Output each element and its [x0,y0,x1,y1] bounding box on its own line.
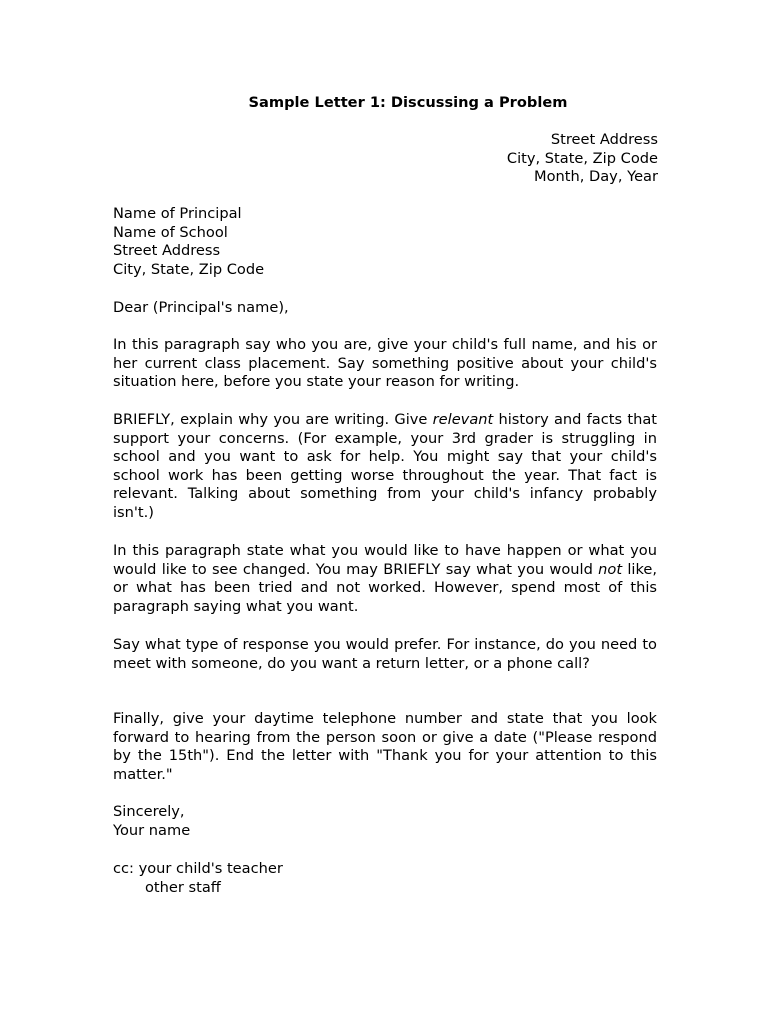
sender-address [507,131,658,187]
salutation-text: Dear (Principal's name), [113,299,289,316]
cc-line-teacher: cc: your child's teacher [113,860,283,877]
paragraph-intro-text: In this paragraph say who you are, give your child's full name, and his or her current class placement. Say something positive about your child's situation here, before you state your reason for writing. [113,336,657,391]
letter-date: Month, Day, Year [533,168,658,186]
paragraph-reason-text [113,411,657,523]
recipient-name: Name of Principal [113,205,242,222]
paragraph-response [113,636,657,673]
paragraph-reason-emphasis: relevant [432,411,494,428]
cc-block [113,860,657,897]
recipient-city: City, State, Zip Code [113,260,265,278]
sender-city: City, State, Zip Code [506,149,658,167]
signer-name: Your name [113,821,191,839]
paragraph-closing-text: Finally, give your daytime telephone number and state that you look forward to hearing from the person soon or give a date ("Please respond by the 15th"). End the letter with "Thank you for your attention to this matter." [113,710,657,783]
paragraph-request-emphasis: not [598,560,623,578]
sender-street: Street Address [550,131,658,148]
letter-title: Sample Letter 1: Discussing a Problem [248,94,568,111]
recipient-address [113,205,657,279]
salutation [113,299,657,318]
signature-block [113,803,657,840]
recipient-school: Name of School [113,223,228,241]
paragraph-response-text: Say what type of response you would prefer. For instance, do you need to meet with someone, do you want a return letter, or a phone call? [113,636,657,672]
recipient-street: Street Address [113,242,221,260]
paragraph-reason-part1: BRIEFLY, explain why you are writing. Give [113,411,433,428]
paragraph-request-text [113,542,657,616]
paragraph-request-part2: like, or what has been tried and not worked. However, spend most of this paragraph saying what you want. [113,560,657,615]
cc-line-staff: other staff [145,878,221,896]
paragraph-request [113,542,657,616]
paragraph-intro [113,336,657,392]
paragraph-request-part1: In this paragraph state what you would like to have happen or what you would like to see changed. You may BRIEFLY say what you would [113,542,657,578]
paragraph-reason [113,411,657,523]
paragraph-reason-part2: history and facts that support your concerns. (For example, your 3rd grader is struggling in school and you want to ask for help. You might say that your child's school work has been getting worse throughout the year. That fact is relevant. Talking about something from your child's infancy probably isn't.) [113,411,657,521]
paragraph-closing [113,710,657,784]
sign-off: Sincerely, [113,803,185,820]
